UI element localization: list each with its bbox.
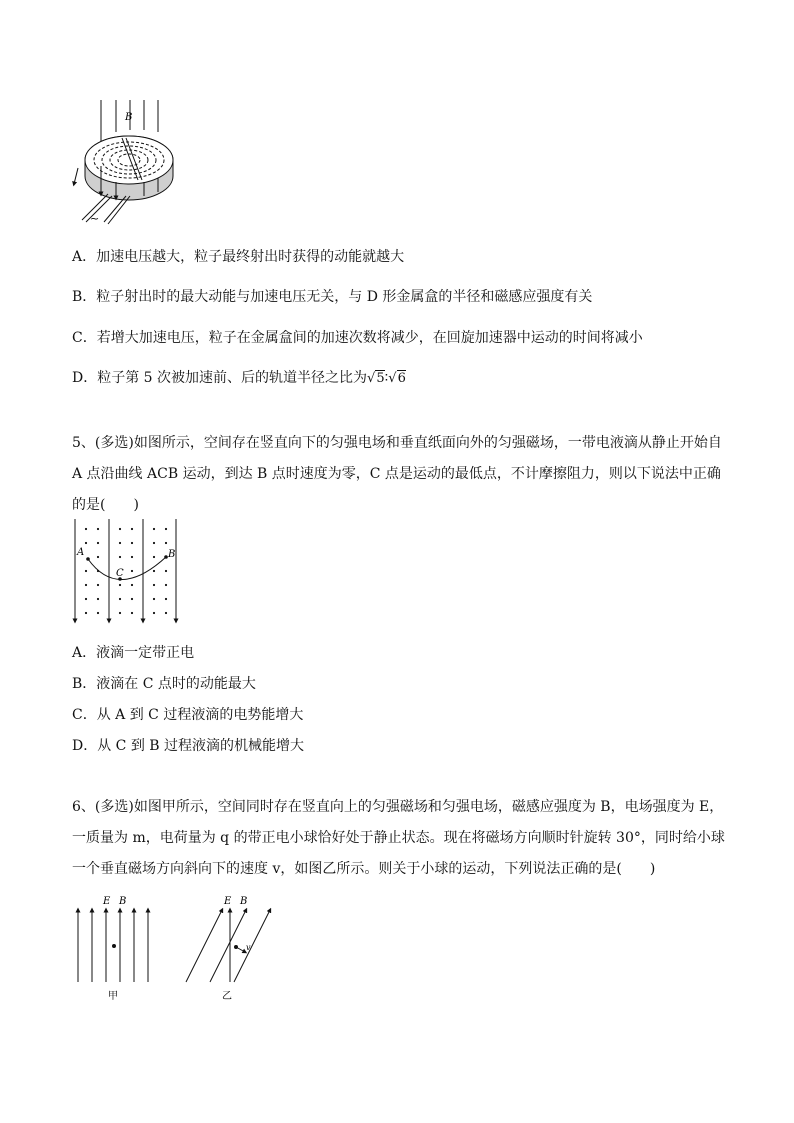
ratio-colon: ∶ [384,370,389,386]
q6-caption-jia: 甲 [108,991,118,1002]
q5-option-a: A．液滴一定带正电 [72,645,195,661]
q5-figure [72,517,184,627]
q6-figure-jia [72,892,162,1008]
q6-jia-label-e: E [103,896,111,907]
q6-caption-yi: 乙 [222,991,232,1002]
q4-option-a: A．加速电压越大，粒子最终射出时获得的动能就越大 [72,249,405,265]
q6-ball-jia [112,944,116,948]
q6-jia-label-b: B [119,896,127,907]
cyclotron-label-b: B [125,112,133,123]
q5-label-a: A [77,547,85,558]
q5-field-dots [85,528,167,614]
q4-option-c: C．若增大加速电压，粒子在金属盒间的加速次数将减少，在回旋加速器中运动的时间将减小 [72,330,643,346]
q6-yi-label-v: v [246,943,251,952]
q6-yi-label-e: E [224,896,232,907]
q5-option-d: D．从 C 到 B 过程液滴的机械能增大 [72,738,305,754]
q5-option-b: B．液滴在 C 点时的动能最大 [72,676,256,692]
q5-label-c: C [116,568,124,579]
q5-option-c: C．从 A 到 C 过程液滴的电势能增大 [72,707,304,723]
cyclotron-label-ac: ~ [90,212,100,225]
cyclotron-figure [68,98,180,226]
q4-option-d-text: D．粒子第 5 次被加速前、后的轨道半径之比为 [72,370,368,386]
q5-stem: 5、(多选)如图所示，空间存在竖直向下的匀强电场和垂直纸面向外的匀强磁场，一带电液滴从静止开始自 A 点沿曲线 ACB 运动，到达 B 点时速度为零，C 点是运动的最低点，不计摩擦阻力，则以下说法中正确的是( ) [72,435,722,513]
q4-option-b: B．粒子射出时的最大动能与加速电压无关，与 D 形金属盒的半径和磁感应强度有关 [72,289,593,305]
sqrt-5: √5 [367,371,385,386]
q6-stem: 6、(多选)如图甲所示，空间同时存在竖直向上的匀强磁场和匀强电场，磁感应强度为 B，电场强度为 E，一质量为 m，电荷量为 q 的带正电小球恰好处于静止状态。现在将磁场方向顺时针旋转 30°，同时给小球一个垂直磁场方向斜向下的速度 v，如图乙所示。则关于小球的运动，下列说法正确的是( ) [72,799,725,877]
q6-figure-yi [182,892,278,1008]
q6-yi-label-b: B [240,896,248,907]
sqrt-6: √6 [388,371,406,386]
q5-trajectory-acb [88,557,166,580]
q6-ball-yi [234,945,238,949]
q5-label-b: B [168,549,176,560]
q4-option-d [72,368,406,389]
